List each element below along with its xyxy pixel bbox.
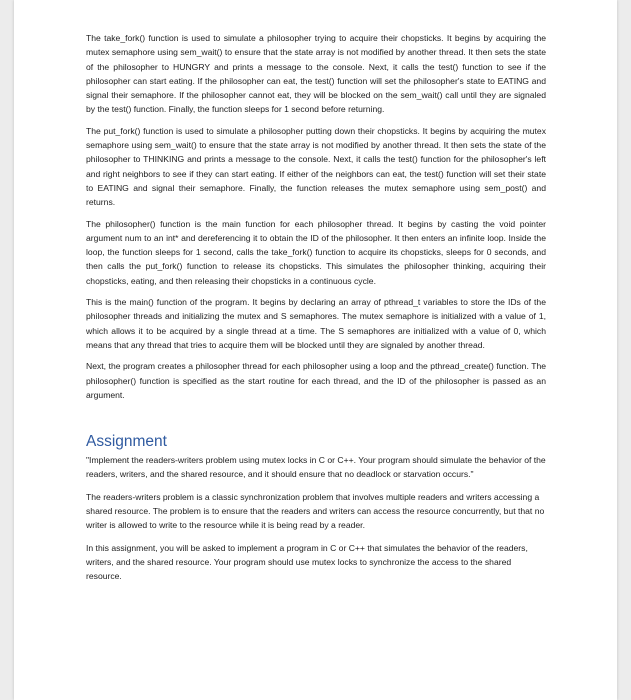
paragraph-take-fork: The take_fork() function is used to simulate a philosopher trying to acquire their chopsticks. It begins by acquiring the mutex semaphore using sem_wait() to ensure that the state array is not modified by another thread. It then sets the state of the philosopher to HUNGRY and prints a message to the console. Next, it calls the test() function to see if the philosopher can start eating. If the philosopher can eat, the test() function will set the philosopher's state to EATING and signal their semaphore. If the philosopher cannot eat, they will be blocked on the sem_wait() call until they are signaled by the test() function. Finally, the function sleeps for 1 second before returning. [86,33,546,115]
document-page [14,0,617,700]
assignment-section [86,433,546,583]
paragraph-put-fork: The put_fork() function is used to simulate a philosopher putting down their chopsticks. It begins by acquiring the mutex semaphore using sem_wait() to ensure that the state array is not modified by another thread. It then sets the state of the philosopher to THINKING and prints a message to the console. Next, it calls the test() function for the philosopher's left and right neighbors to see if they can start eating. If either of the neighbors can eat, the test() function will set their state to EATING and signal their semaphore. Finally, the function releases the mutex semaphore using sem_post() and returns. [86,125,546,208]
paragraph-main: This is the main() function of the program. It begins by declaring an array of pthread_t variables to store the IDs of the philosopher threads and initializing the mutex and S semaphores. The mutex semaphore is initialized with a value of 1, which allows it to be acquired by a single thread at a time. The S semaphores are initialized with a value of 0, which means that any thread that tries to acquire them will be blocked until they are signaled by another thread. [86,297,546,350]
document-body [86,31,546,592]
paragraph-philosopher: The philosopher() function is the main function for each philosopher thread. It begins by casting the void pointer argument num to an int* and dereferencing it to obtain the ID of the philosopher. It then enters an infinite loop. Inside the loop, the function sleeps for 1 second, calls the take_fork() function to acquire its chopsticks, sleeps for 0 seconds, and then calls the put_fork() function to release its chopsticks. This simulates the philosopher thinking, acquiring their chopsticks, eating, and then releasing their chopsticks in a continuous cycle. [86,218,546,286]
assignment-problem-description: The readers-writers problem is a classic synchronization problem that involves multiple readers and writers accessing a shared resource. The problem is to ensure that the readers and writers can access the resource concurrently, but that no writer is allowed to write to the resource while it is being read by a reader. [86,491,545,531]
paragraph-thread-creation: Next, the program creates a philosopher thread for each philosopher using a loop and the pthread_create() function. The philosopher() function is specified as the start routine for each thread, and the ID of the philosopher is passed as an argument. [86,361,546,400]
assignment-prompt: "Implement the readers-writers problem using mutex locks in C or C++. Your program should simulate the behavior of the readers, writers, and the shared resource, and it should ensure that no deadlock or starvation occurs." [86,455,546,480]
assignment-heading: Assignment [86,433,167,451]
assignment-task-description: In this assignment, you will be asked to implement a program in C or C++ that simulates the behavior of the readers, writers, and the shared resource. Your program should use mutex locks to synchronize the access to the shared resource. [86,542,528,582]
